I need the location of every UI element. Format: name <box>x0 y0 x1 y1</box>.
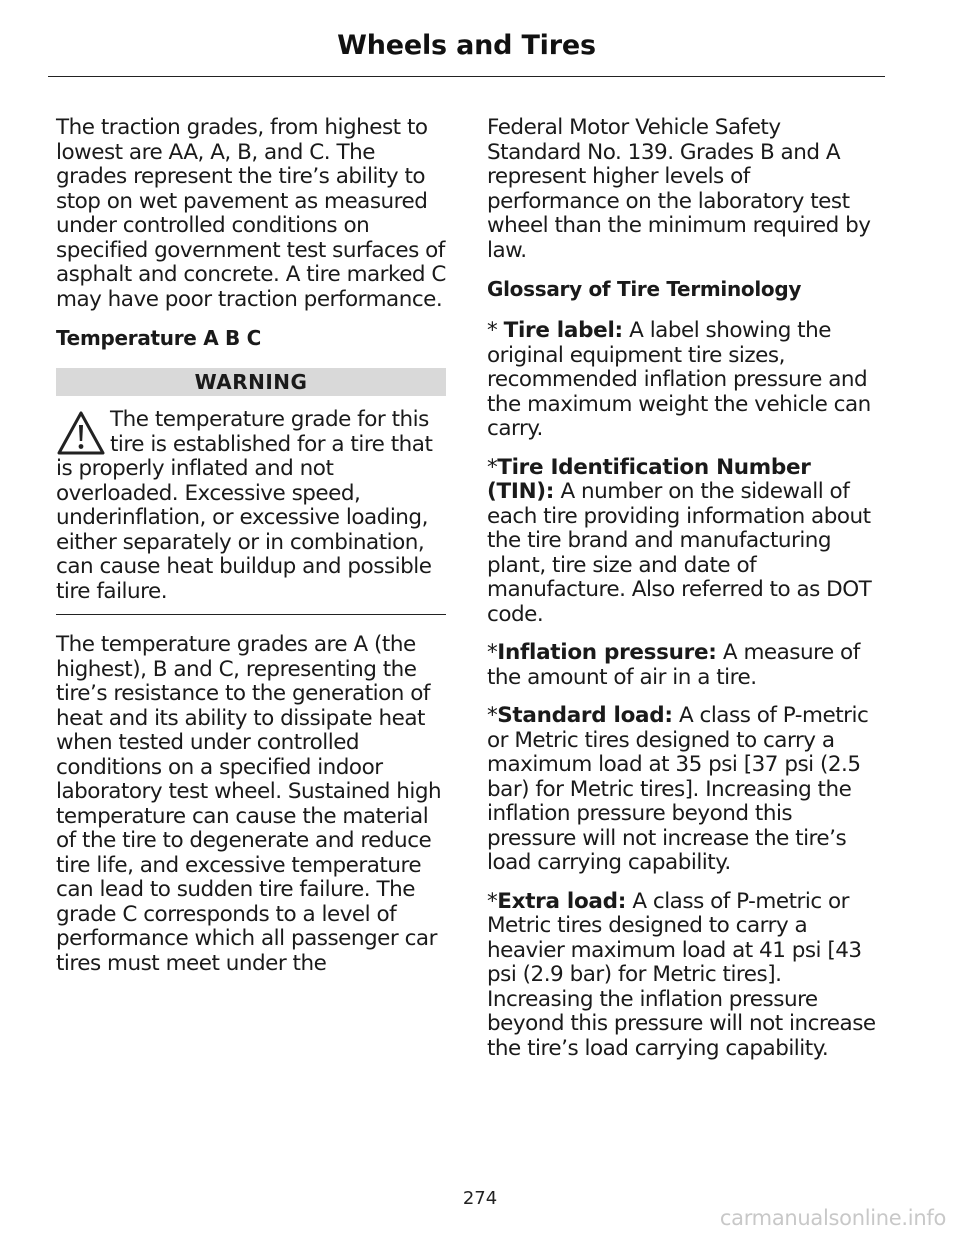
glossary-item-tin: *Tire Identification Number (TIN): A number on the sidewall of each tire providing information about the tire brand and manufacturing plant, tire size and date of manufacture. Also referred to as DOT code. <box>487 454 872 627</box>
glossary-definition: A measure of the amount of air in a tire. <box>487 640 860 690</box>
warning-text: The temperature grade for this tire is established for a tire that is properly inflated and not overloaded. Excessive speed, underinflation, or excessive loading, either separately or in combination, can cause heat buildup and possible tire failure. <box>56 407 433 604</box>
glossary-item-standard-load: *Standard load: A class of P-metric or Metric tires designed to carry a maximum load at 35 psi [37 psi (2.5 bar) for Metric tires]. Increasing the inflation pressure beyond this pressure will not increase the tire’s load carrying capability. <box>487 703 869 875</box>
continued-paragraph: Federal Motor Vehicle Safety Standard No. 139. Grades B and A represent higher levels of performance on the laboratory test wheel than the minimum required by law. <box>487 115 871 263</box>
glossary-item-inflation-pressure: *Inflation pressure: A measure of the amount of air in a tire. <box>487 640 860 690</box>
temperature-paragraph: The temperature grades are A (the highest), B and C, representing the tire’s resistance to the generation of heat and its ability to dissipate heat when tested under controlled conditions on a specified indoor laboratory test wheel. Sustained high temperature can cause the material of the tire to degenerate and reduce tire life, and excessive temperature can lead to sudden tire failure. The grade C corresponds to a level of performance which all passenger car tires must meet under the <box>56 632 442 976</box>
glossary-definition: A label showing the original equipment tire sizes, recommended inflation pressure and the maximum weight the vehicle can carry. <box>487 318 871 441</box>
warning-body <box>56 408 448 604</box>
glossary-definition: A class of P-metric or Metric tires designed to carry a maximum load at 35 psi [37 psi (2.5 bar) for Metric tires]. Increasing the inflation pressure beyond this pressure will not increase the tire’s load carrying capability. <box>487 703 869 875</box>
right-column <box>487 116 879 1075</box>
glossary-term: Inflation pressure: <box>497 640 717 665</box>
warning-banner: WARNING <box>56 368 446 396</box>
header-divider <box>48 76 885 77</box>
glossary-term: Tire Identification Number (TIN): <box>487 454 811 504</box>
page-number: 274 <box>462 1188 498 1209</box>
page-title: Wheels and Tires <box>337 30 596 61</box>
glossary-definition: A number on the sidewall of each tire providing information about the tire brand and manufacturing plant, tire size and date of manufacture. Also referred to as DOT code. <box>487 479 872 627</box>
glossary-heading: Glossary of Tire Terminology <box>487 277 802 301</box>
glossary-definition: A class of P-metric or Metric tires designed to carry a heavier maximum load at 41 psi [43 psi (2.9 bar) for Metric tires]. Increasing the inflation pressure beyond this pressure will not increase the tire’s load carrying capability. <box>487 888 876 1061</box>
glossary-term: Extra load: <box>497 888 627 914</box>
watermark-text: carmanualsonline.info <box>719 1206 946 1230</box>
traction-paragraph: The traction grades, from highest to lowest are AA, A, B, and C. The grades represent the tire’s ability to stop on wet pavement as measured under controlled conditions on specified government test surfaces of asphalt and concrete. A tire marked C may have poor traction performance. <box>56 115 446 312</box>
glossary-term: Standard load: <box>497 703 673 728</box>
glossary-item-extra-load: *Extra load: A class of P-metric or Metric tires designed to carry a heavier maximum load at 41 psi [43 psi (2.9 bar) for Metric tires]. Increasing the inflation pressure beyond this pressure will not increase the tire’s load carrying capability. <box>487 888 876 1061</box>
warning-divider <box>56 614 446 615</box>
warning-triangle-icon <box>56 410 106 456</box>
temperature-heading: Temperature A B C <box>56 326 262 350</box>
left-column <box>56 116 448 990</box>
glossary-item-tire-label: * Tire label: A label showing the original equipment tire sizes, recommended inflation pressure and the maximum weight the vehicle can carry. <box>487 318 871 441</box>
glossary-term: Tire label: <box>503 318 623 343</box>
